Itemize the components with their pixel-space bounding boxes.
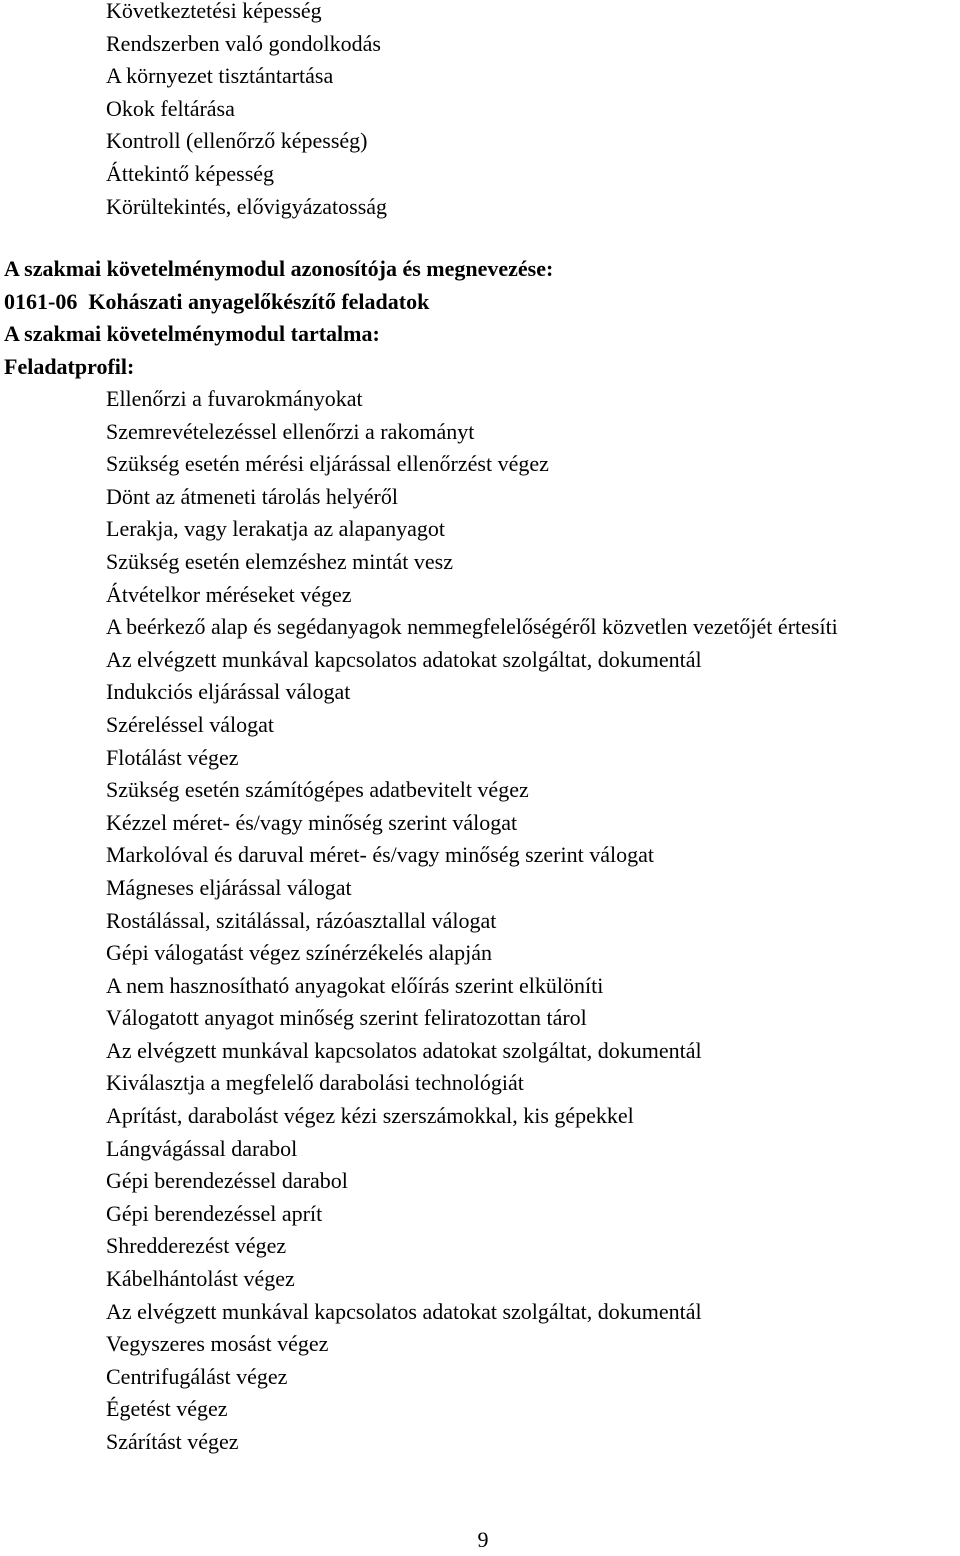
task-item: Szükség esetén számítógépes adatbevitelt végez xyxy=(106,777,529,803)
task-item: Shredderezést végez xyxy=(106,1233,287,1259)
task-item: Válogatott anyagot minőség szerint feliratozottan tárol xyxy=(106,1005,587,1031)
task-item: A beérkező alap és segédanyagok nemmegfelelőségéről közvetlen vezetőjét értesíti xyxy=(106,614,838,640)
skill-item: Áttekintő képesség xyxy=(106,160,275,186)
task-item: Kiválasztja a megfelelő darabolási technológiát xyxy=(106,1070,524,1096)
task-item: Szemrevételezéssel ellenőrzi a rakományt xyxy=(106,418,475,444)
task-item: Átvételkor méréseket végez xyxy=(106,581,352,607)
skill-item: Következtetési képesség xyxy=(106,0,322,23)
module-heading-block xyxy=(0,253,960,383)
module-id-heading: A szakmai követelménymodul azonosítója és megnevezése: xyxy=(4,256,554,281)
task-item: Gépi berendezéssel aprít xyxy=(106,1200,323,1226)
task-item: Rostálással, szitálással, rázóasztallal válogat xyxy=(106,907,497,933)
skills-list xyxy=(0,0,960,223)
task-profile-heading: Feladatprofil: xyxy=(4,353,135,379)
skill-item: Körültekintés, elővigyázatosság xyxy=(106,193,388,219)
task-item: Az elvégzett munkával kapcsolatos adatokat szolgáltat, dokumentál xyxy=(106,1298,702,1324)
task-item: Gépi válogatást végez színérzékelés alapján xyxy=(106,940,493,966)
task-item: Markolóval és daruval méret- és/vagy minőség szerint válogat xyxy=(106,842,654,868)
task-profile-list xyxy=(0,383,960,1459)
task-item: Vegyszeres mosást végez xyxy=(106,1331,329,1357)
module-id-value: 0161-06 Kohászati anyagelőkészítő feladatok xyxy=(4,288,430,314)
task-item: Szükség esetén elemzéshez mintát vesz xyxy=(106,548,453,574)
task-item: Szárítást végez xyxy=(106,1429,239,1454)
skill-item: Rendszerben való gondolkodás xyxy=(106,30,381,56)
task-item: Gépi berendezéssel darabol xyxy=(106,1168,348,1194)
module-content-heading: A szakmai követelménymodul tartalma: xyxy=(4,321,380,347)
task-item: Aprítást, darabolást végez kézi szerszámokkal, kis gépekkel xyxy=(106,1103,634,1129)
task-item: Centrifugálást végez xyxy=(106,1363,288,1389)
task-item: Ellenőrzi a fuvarokmányokat xyxy=(106,386,363,411)
task-item: Dönt az átmeneti tárolás helyéről xyxy=(106,483,398,509)
task-item: Flotálást végez xyxy=(106,744,239,770)
task-item: Lángvágással darabol xyxy=(106,1135,298,1161)
task-item: Lerakja, vagy lerakatja az alapanyagot xyxy=(106,516,445,542)
skill-item: Okok feltárása xyxy=(106,95,235,121)
skill-item: Kontroll (ellenőrző képesség) xyxy=(106,128,368,154)
task-item: Az elvégzett munkával kapcsolatos adatokat szolgáltat, dokumentál xyxy=(106,646,702,672)
task-item: Kézzel méret- és/vagy minőség szerint válogat xyxy=(106,809,518,835)
page-number: 9 xyxy=(477,1527,489,1552)
task-item: Égetést végez xyxy=(106,1396,228,1422)
task-item: Széreléssel válogat xyxy=(106,711,274,737)
skill-item: A környezet tisztántartása xyxy=(106,63,334,89)
task-item: Kábelhántolást végez xyxy=(106,1266,295,1292)
task-item: A nem hasznosítható anyagokat előírás szerint elkülöníti xyxy=(106,972,604,998)
task-item: Az elvégzett munkával kapcsolatos adatokat szolgáltat, dokumentál xyxy=(106,1037,702,1063)
task-item: Mágneses eljárással válogat xyxy=(106,874,352,900)
task-item: Indukciós eljárással válogat xyxy=(106,679,351,705)
task-item: Szükség esetén mérési eljárással ellenőrzést végez xyxy=(106,451,549,477)
